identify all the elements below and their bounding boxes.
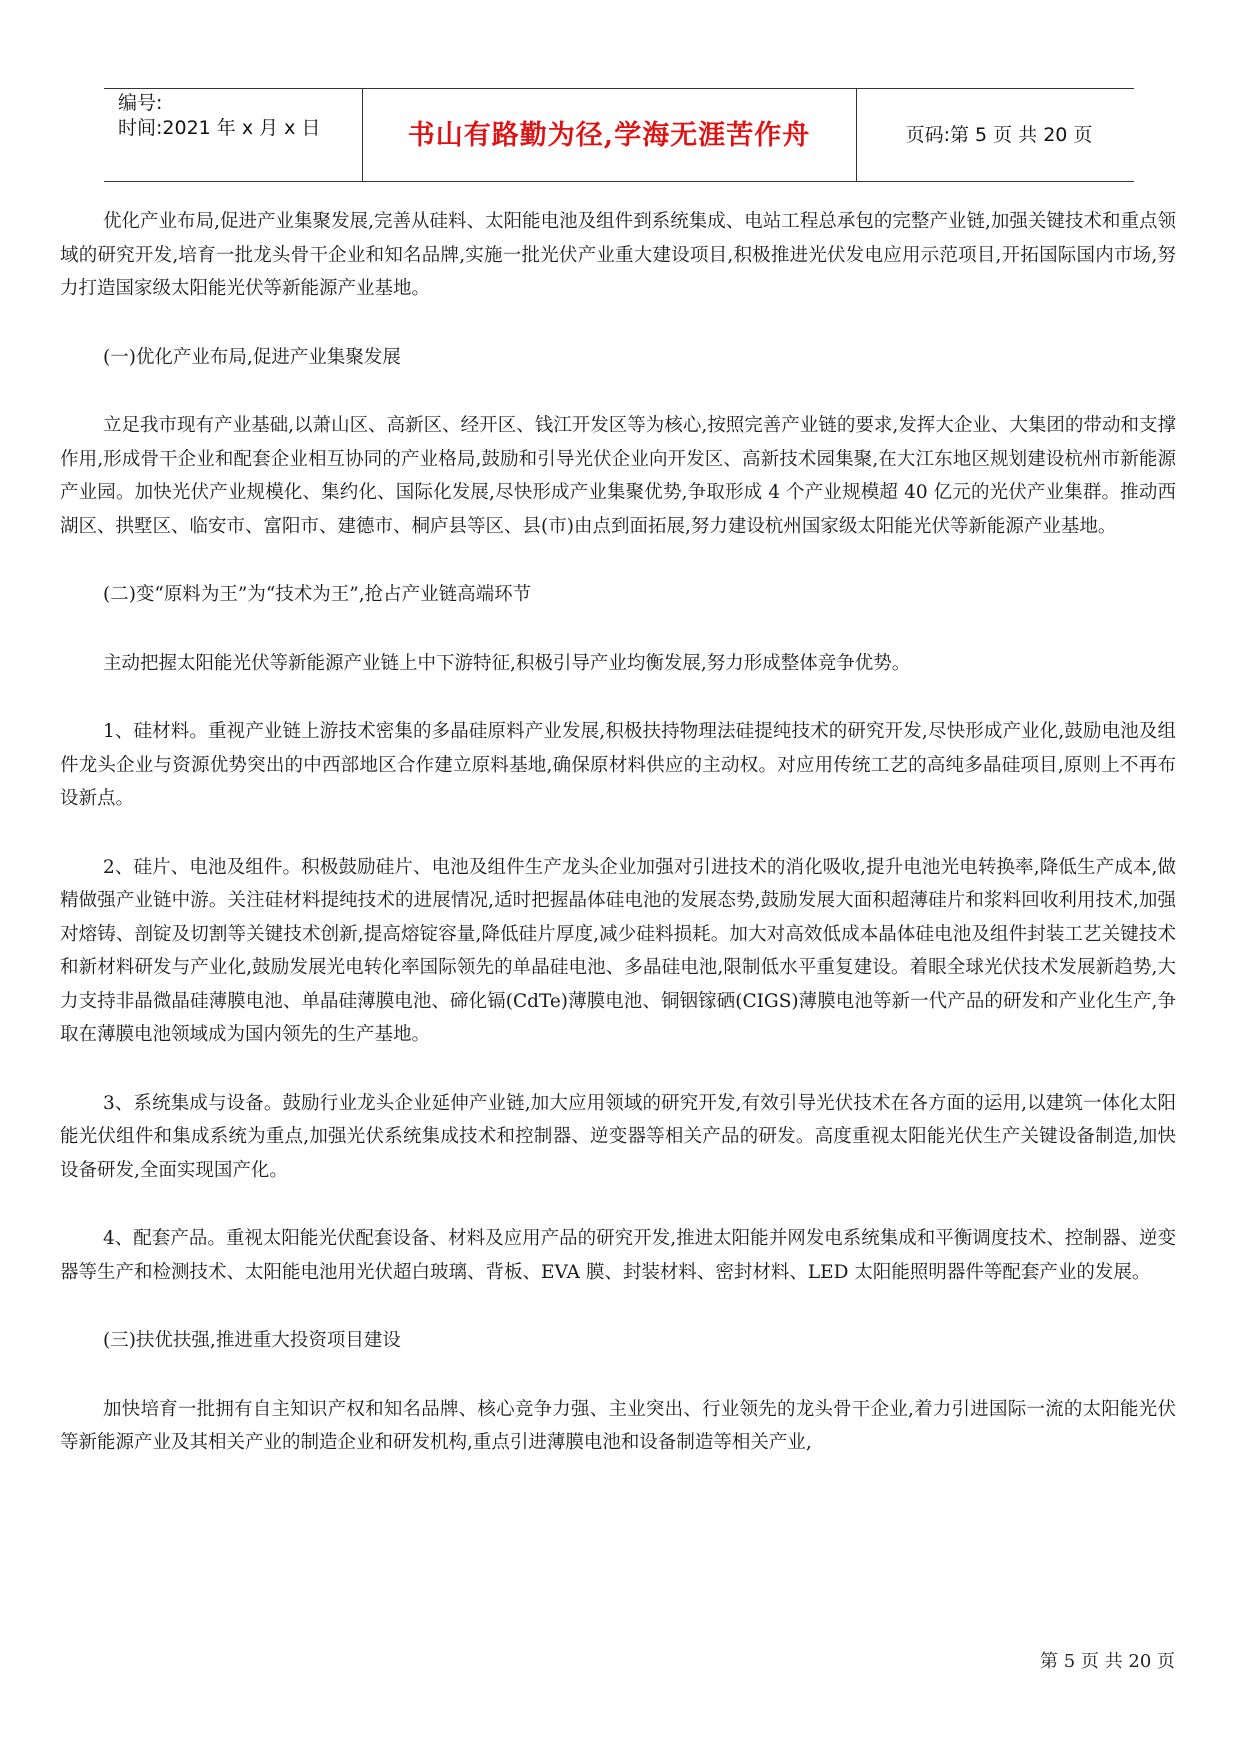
paragraph-system: 3、系统集成与设备。鼓励行业龙头企业延伸产业链,加大应用领域的研究开发,有效引导光伏技术在各方面的运用,以建筑一体化太阳能光伏组件和集成系统为重点,加强光伏系统集成技术和控制器、逆变器等相关产品的研发。高度重视太阳能光伏生产关键设备制造,加快设备研发,全面实现国产化。 bbox=[60, 1092, 1176, 1181]
section-heading-3: (三)扶优扶强,推进重大投资项目建设 bbox=[103, 1330, 401, 1351]
header-meta bbox=[118, 91, 320, 141]
document-number-label: 编号: bbox=[118, 92, 163, 114]
paragraph-chain: 主动把握太阳能光伏等新能源产业链上中下游特征,积极引导产业均衡发展,努力形成整体竞争优势。 bbox=[103, 652, 911, 674]
paragraph-investment: 加快培育一批拥有自主知识产权和知名品牌、核心竞争力强、主业突出、行业领先的龙头骨干企业,着力引进国际一流的太阳能光伏等新能源产业及其相关产业的制造企业和研发机构,重点引进薄膜电池和设备制造等相关产业, bbox=[60, 1398, 1176, 1453]
header-divider-right bbox=[856, 89, 857, 181]
paragraph-layout: 立足我市现有产业基础,以萧山区、高新区、经开区、钱江开发区等为核心,按照完善产业链的要求,发挥大企业、大集团的带动和支撑作用,形成骨干企业和配套企业相互协同的产业格局,鼓励和引导光伏企业向开发区、高新技术园集聚,在大江东地区规划建设杭州市新能源产业园。加快光伏产业规模化、集约化、国际化发展,尽快形成产业集聚优势,争取形成 4 个产业规模超 40 亿元的光伏产业集群。推动西湖区、拱墅区、临安市、富阳市、建德市、桐庐县等区、县(市)由点到面拓展,努力建设杭州国家级太阳能光伏等新能源产业基地。 bbox=[60, 415, 1176, 537]
paragraph-silicon: 1、硅材料。重视产业链上游技术密集的多晶硅原料产业发展,积极扶持物理法硅提纯技术的研究开发,尽快形成产业化,鼓励电池及组件龙头企业与资源优势突出的中西部地区合作建立原料基地,确保原材料供应的主动权。对应用传统工艺的高纯多晶硅项目,原则上不再布设新点。 bbox=[60, 721, 1176, 809]
document-body bbox=[60, 205, 1176, 1495]
page-footer: 第 5 页 共 20 页 bbox=[1040, 1651, 1175, 1672]
document-time-label: 时间:2021 年 x 月 x 日 bbox=[118, 117, 321, 139]
section-heading-2: (二)变“原料为王”为“技术为王”,抢占产业链高端环节 bbox=[103, 584, 532, 605]
header-divider-left bbox=[362, 89, 363, 181]
section-heading-1: (一)优化产业布局,促进产业集聚发展 bbox=[103, 346, 401, 368]
paragraph-intro: 优化产业布局,促进产业集聚发展,完善从硅料、太阳能电池及组件到系统集成、电站工程总承包的完整产业链,加强关键技术和重点领域的研究开发,培育一批龙头骨干企业和知名品牌,实施一批光伏产业重大建设项目,积极推进光伏发电应用示范项目,开拓国际国内市场,努力打造国家级太阳能光伏等新能源产业基地。 bbox=[60, 211, 1176, 299]
header-motto: 书山有路勤为径,学海无涯苦作舟 bbox=[407, 120, 811, 151]
paragraph-supporting: 4、配套产品。重视太阳能光伏配套设备、材料及应用产品的研究开发,推进太阳能并网发电系统集成和平衡调度技术、控制器、逆变器等生产和检测技术、太阳能电池用光伏超白玻璃、背板、EVA 膜、封装材料、密封材料、LED 太阳能照明器件等配套产业的发展。 bbox=[60, 1228, 1176, 1283]
header-page-number: 页码:第 5 页 共 20 页 bbox=[905, 124, 1093, 146]
paragraph-wafer-cell: 2、硅片、电池及组件。积极鼓励硅片、电池及组件生产龙头企业加强对引进技术的消化吸收,提升电池光电转换率,降低生产成本,做精做强产业链中游。关注硅材料提纯技术的进展情况,适时把握晶体硅电池的发展态势,鼓励发展大面积超薄硅片和浆料回收利用技术,加强对熔铸、剖锭及切割等关键技术创新,提高熔锭容量,降低硅片厚度,减少硅料损耗。加大对高效低成本晶体硅电池及组件封装工艺关键技术和新材料研发与产业化,鼓励发展光电转化率国际领先的单晶硅电池、多晶硅电池,限制低水平重复建设。着眼全球光伏技术发展新趋势,大力支持非晶微晶硅薄膜电池、单晶硅薄膜电池、碲化镉(CdTe)薄膜电池、铜铟镓硒(CIGS)薄膜电池等新一代产品的研发和产业化生产,争取在薄膜电池领域成为国内领先的生产基地。 bbox=[60, 856, 1176, 1045]
page-header bbox=[104, 88, 1134, 182]
